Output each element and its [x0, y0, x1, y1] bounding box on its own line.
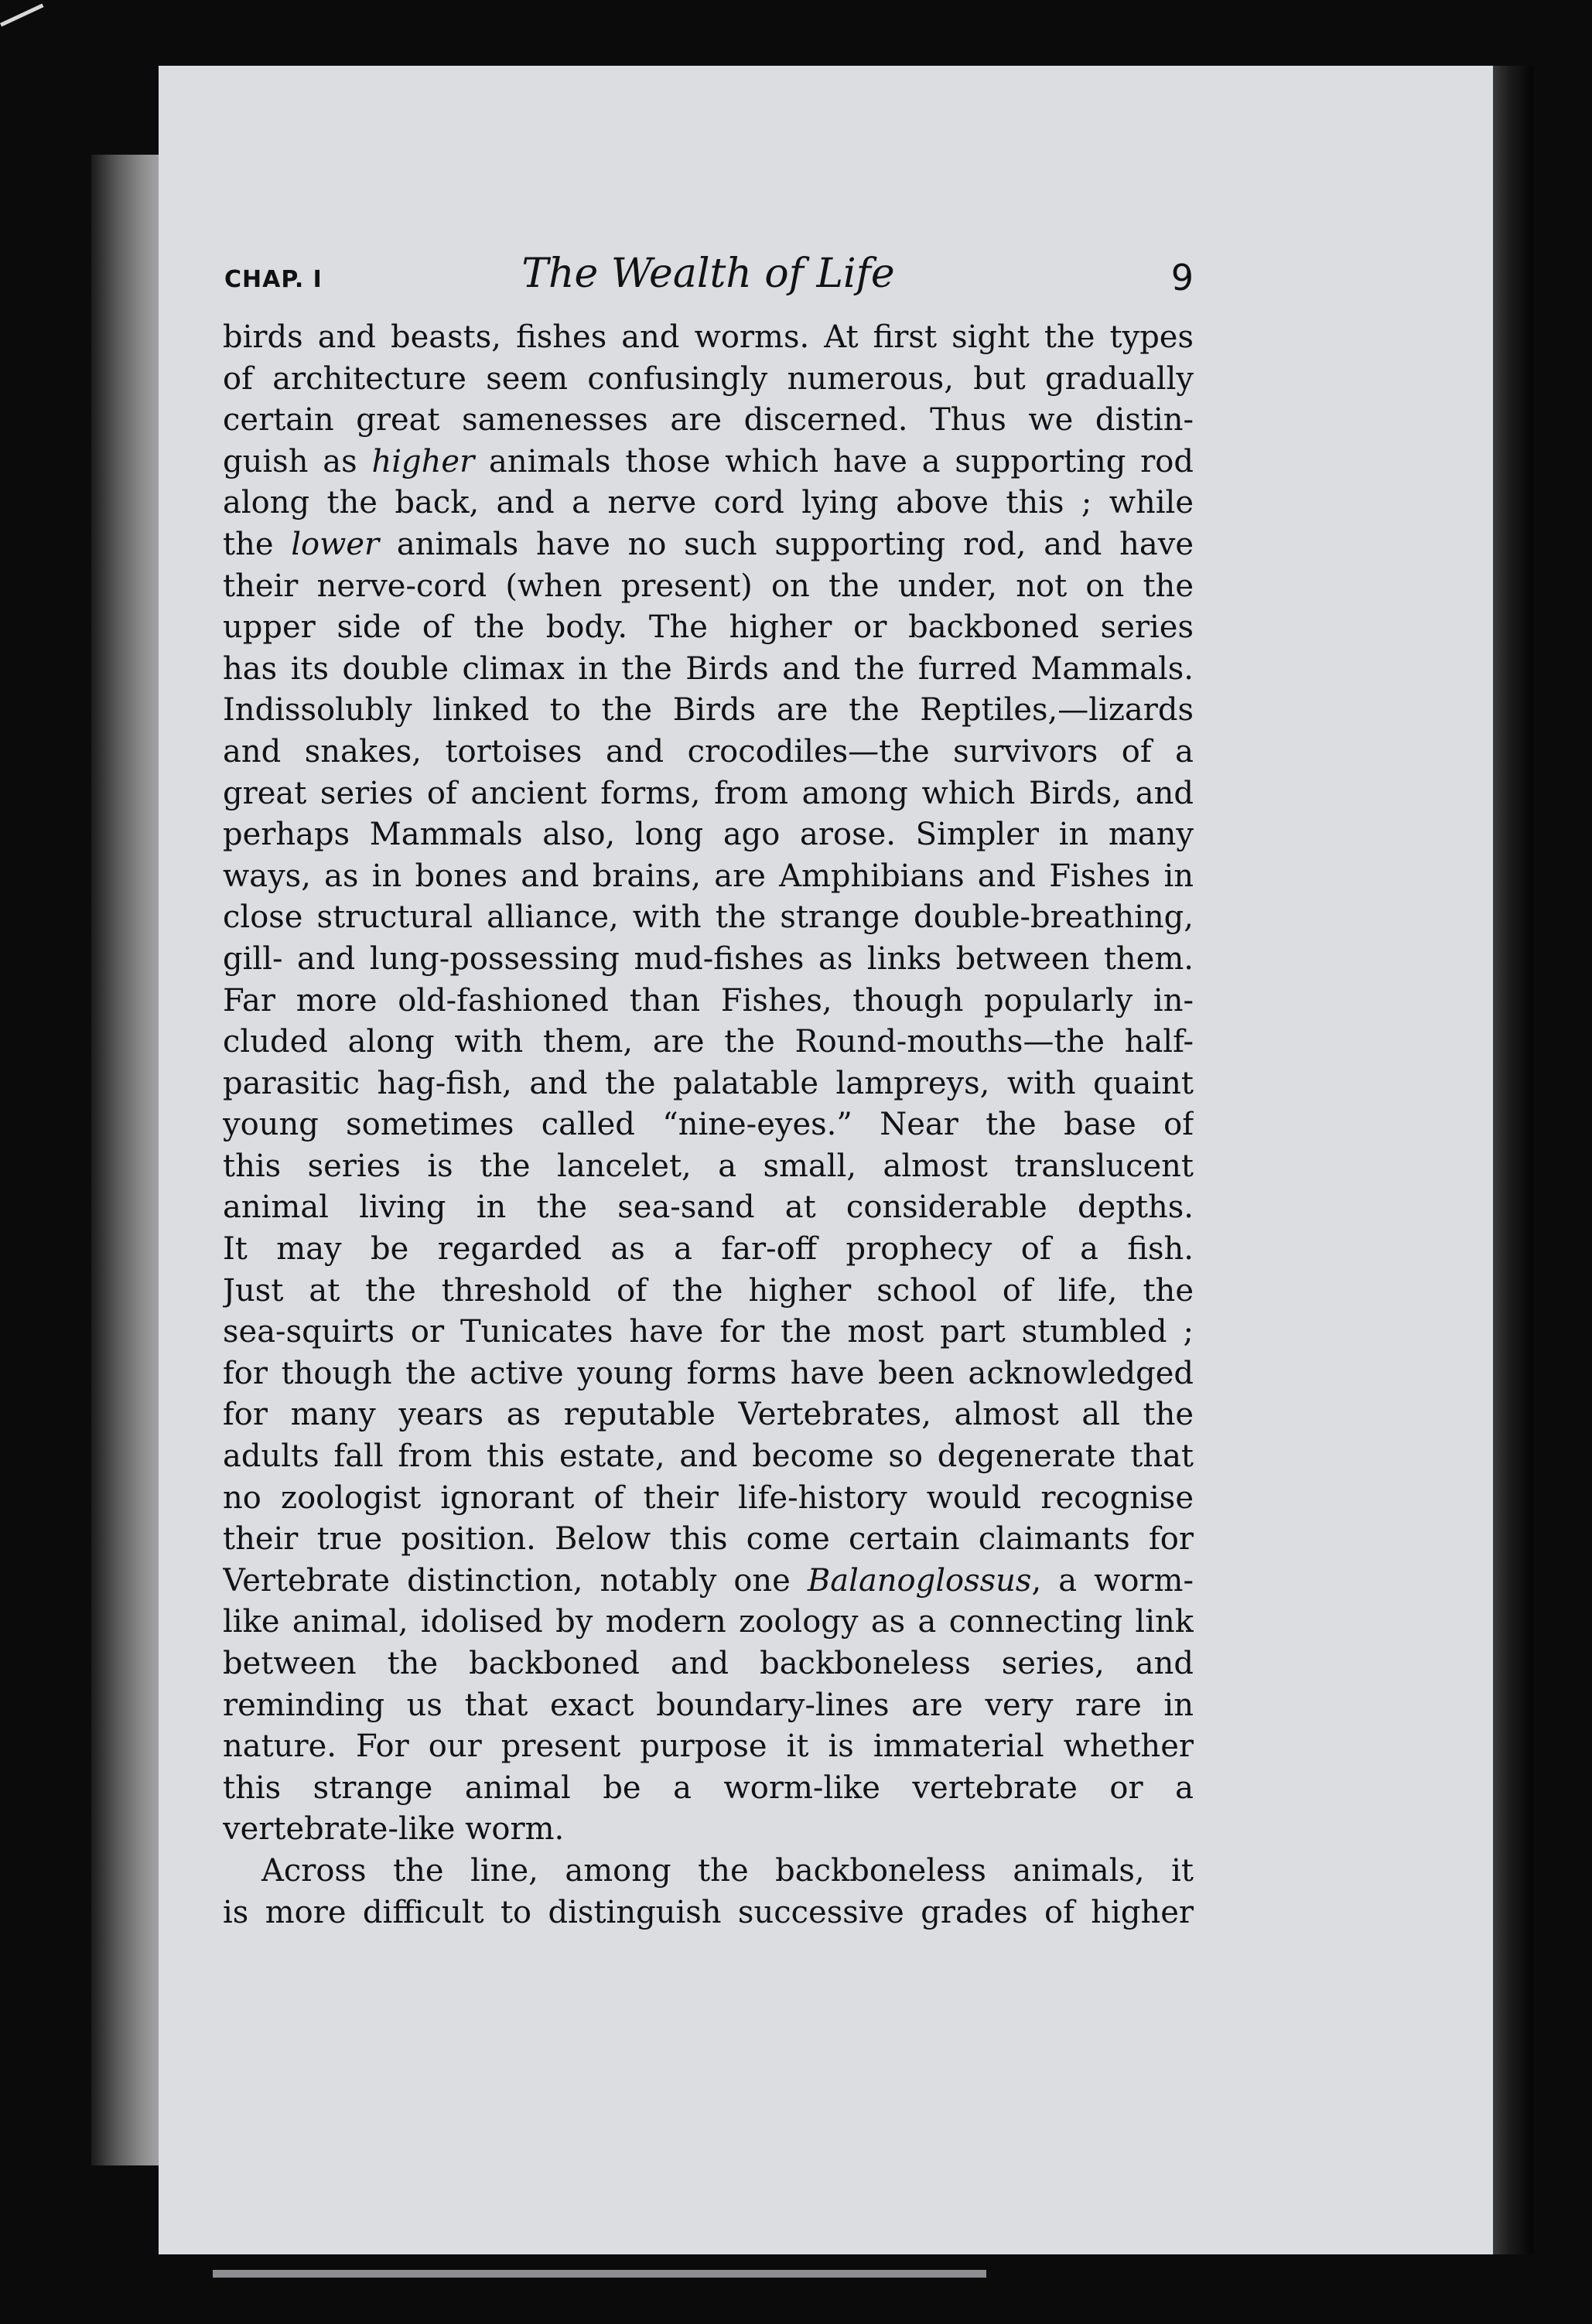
text-line [223, 400, 1194, 442]
text-segment: young sometimes called “nine-eyes.” Near the base of [223, 1107, 1194, 1143]
text-segment: animals have no such supporting rod, and have [379, 526, 1194, 562]
text-line [223, 649, 1194, 691]
text-segment: certain great samenesses are discerned. Thus we distin- [223, 402, 1194, 439]
running-header [223, 247, 1194, 309]
body-text [223, 317, 1194, 1933]
text-segment: guish as [223, 443, 372, 479]
text-segment: for many years as reputable Vertebrates, almost all the [223, 1397, 1194, 1433]
page-number: 9 [1170, 257, 1194, 299]
text-line [223, 566, 1194, 608]
italic-term: Balanoglossus [807, 1562, 1032, 1599]
text-segment: and snakes, tortoises and crocodiles—the survivors of a [223, 733, 1194, 770]
text-segment: Vertebrate distinction, notably one [223, 1562, 808, 1599]
page-bottom-edge [213, 2270, 986, 2278]
text-line [223, 1271, 1194, 1312]
text-segment: is more difficult to distinguish successive grades of higher [223, 1894, 1194, 1930]
text-segment: Just at the threshold of the higher school of life, the [223, 1272, 1194, 1309]
text-segment: has its double climax in the Birds and the furred Mammals. [223, 650, 1194, 687]
text-segment: the [223, 526, 292, 562]
text-line [223, 1063, 1194, 1105]
text-line [223, 897, 1194, 939]
text-segment: Indissolubly linked to the Birds are the Reptiles,—lizards [223, 692, 1194, 729]
text-line [223, 1809, 1194, 1851]
scan-mark [0, 4, 53, 48]
text-line [223, 1353, 1194, 1395]
text-line [223, 1022, 1194, 1063]
text-segment: their nerve-cord (when present) on the under, not on the [223, 568, 1194, 604]
text-line [223, 856, 1194, 898]
text-line [223, 442, 1194, 483]
text-segment: adults fall from this estate, and become so degenerate that [223, 1438, 1194, 1475]
text-segment: reminding us that exact boundary-lines are very rare in [223, 1687, 1194, 1723]
text-line [223, 1436, 1194, 1478]
italic-term: higher [371, 443, 475, 479]
text-line [223, 1561, 1194, 1602]
text-segment: birds and beasts, fishes and worms. At first sight the types [223, 319, 1194, 355]
text-line [223, 732, 1194, 773]
text-line [223, 1643, 1194, 1685]
text-line [223, 1187, 1194, 1229]
text-line [223, 1768, 1194, 1810]
text-segment: It may be regarded as a far-off prophecy of a fish. [223, 1231, 1194, 1268]
text-line [223, 1394, 1194, 1436]
text-segment: Far more old-fashioned than Fishes, though popularly in- [223, 982, 1194, 1019]
text-line [223, 1851, 1194, 1892]
text-line [223, 317, 1194, 359]
text-line [223, 1519, 1194, 1561]
running-title: The Wealth of Life [521, 251, 895, 297]
text-segment: no zoologist ignorant of their life-history would recognise [223, 1479, 1194, 1516]
text-line [223, 1478, 1194, 1520]
text-line [223, 1685, 1194, 1727]
text-line [223, 607, 1194, 649]
text-line [223, 1146, 1194, 1188]
page-content [223, 247, 1194, 1933]
text-segment: vertebrate-like worm. [223, 1811, 565, 1848]
text-line [223, 1892, 1194, 1934]
text-segment: animals those which have a supporting rod [474, 443, 1194, 479]
text-line [223, 690, 1194, 732]
text-segment: like animal, idolised by modern zoology as a connecting link [223, 1604, 1194, 1640]
text-segment: Across the line, among the backboneless animals, it [261, 1852, 1194, 1889]
text-line [223, 1602, 1194, 1643]
text-line [223, 524, 1194, 566]
text-segment: parasitic hag-fish, and the palatable lampreys, with quaint [223, 1065, 1194, 1101]
text-line [223, 359, 1194, 401]
text-line [223, 814, 1194, 856]
text-line [223, 1229, 1194, 1271]
text-segment: this series is the lancelet, a small, almost translucent [223, 1148, 1194, 1184]
text-segment: this strange animal be a worm-like vertebrate or a [223, 1769, 1194, 1806]
text-segment: cluded along with them, are the Round-mouths—the half- [223, 1024, 1194, 1060]
text-segment: upper side of the body. The higher or backboned series [223, 609, 1194, 646]
text-line [223, 1312, 1194, 1353]
text-line [223, 1104, 1194, 1146]
text-segment: along the back, and a nerve cord lying above this ; while [223, 485, 1194, 521]
text-segment: their true position. Below this come certain claimants for [223, 1521, 1194, 1558]
text-segment: between the backboned and backboneless series, and [223, 1646, 1194, 1681]
text-line [223, 1726, 1194, 1768]
text-segment: gill- and lung-possessing mud-fishes as links between them. [223, 940, 1194, 977]
text-segment: ways, as in bones and brains, are Amphibians and Fishes in [223, 858, 1194, 894]
text-segment: animal living in the sea-sand at considerable depths. [223, 1189, 1194, 1226]
text-segment: nature. For our present purpose it is immaterial whether [223, 1728, 1194, 1765]
text-segment: close structural alliance, with the strange double-breathing, [223, 899, 1194, 936]
text-segment: perhaps Mammals also, long ago arose. Simpler in many [223, 817, 1194, 853]
text-segment: for though the active young forms have been acknowledged [223, 1355, 1194, 1391]
text-segment: sea-squirts or Tunicates have for the most part stumbled ; [223, 1314, 1194, 1350]
text-line [223, 981, 1194, 1022]
italic-term: lower [291, 526, 380, 562]
text-segment: of architecture seem confusingly numerous, but gradually [223, 360, 1194, 397]
page-edge-shadow [1493, 66, 1533, 2254]
text-segment: great series of ancient forms, from among which Birds, and [223, 775, 1194, 811]
chapter-label: CHAP. I [224, 266, 323, 293]
text-line [223, 483, 1194, 524]
text-line [223, 773, 1194, 815]
text-segment: , a worm- [1031, 1562, 1194, 1599]
text-line [223, 939, 1194, 981]
